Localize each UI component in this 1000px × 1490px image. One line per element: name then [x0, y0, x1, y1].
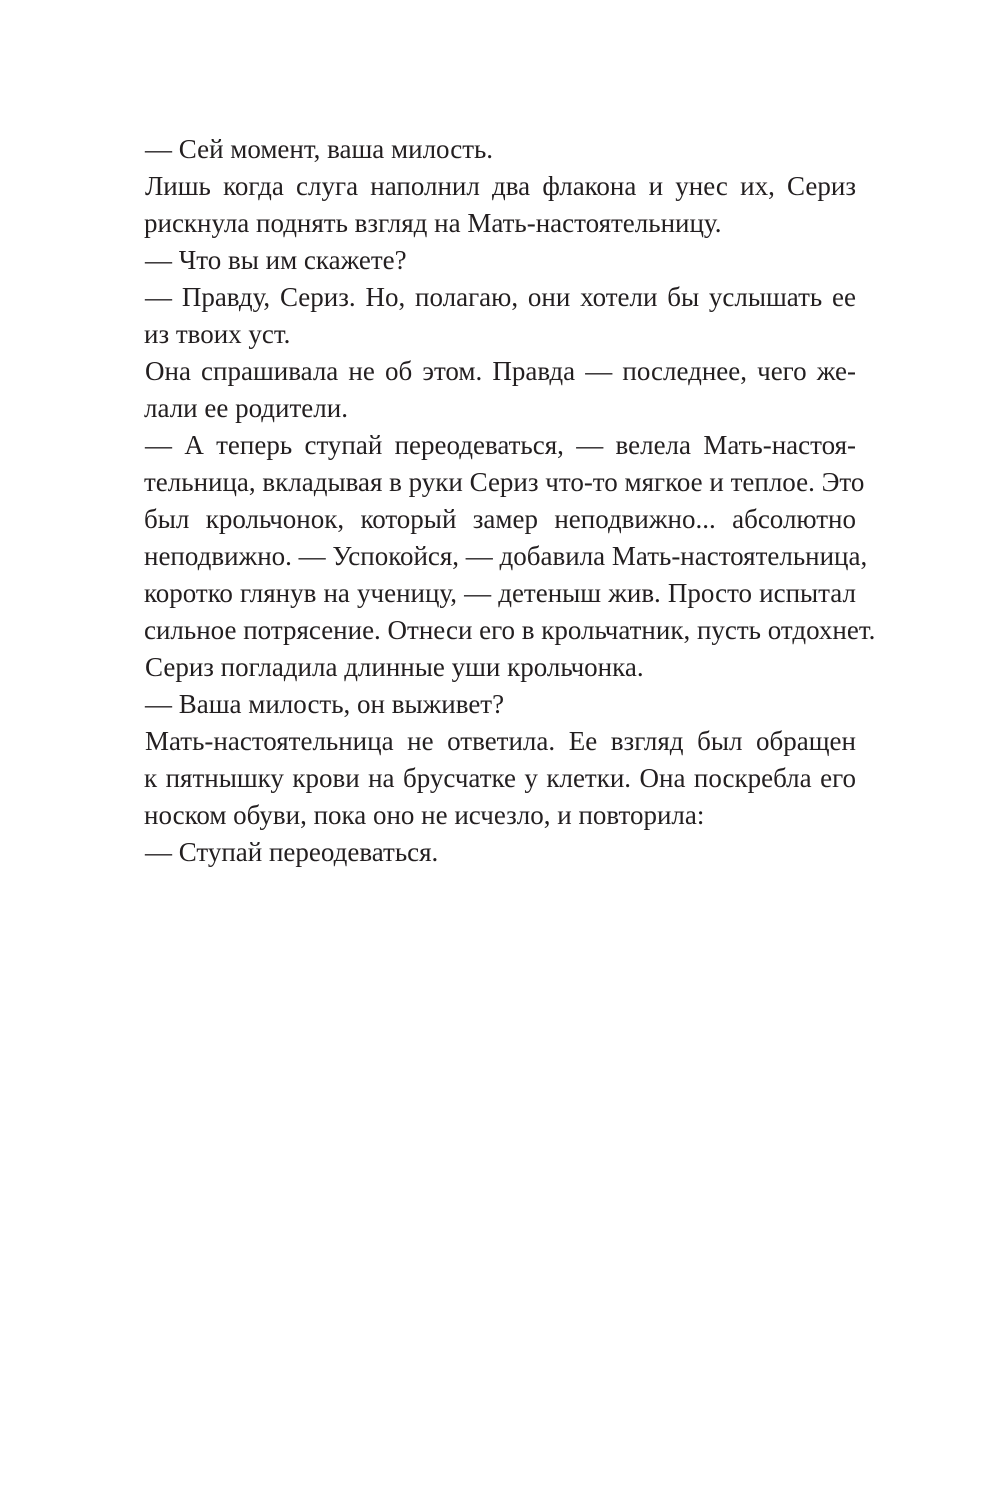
paragraph-9 — [145, 723, 856, 834]
paragraph-4 — [145, 279, 856, 353]
text-line: — Сей момент, ваша милость. — [145, 134, 494, 164]
text-line: — Ваша милость, он выживет? — [145, 689, 505, 719]
book-page-text — [144, 131, 876, 871]
text-line: неподвижно. — Успокойся, — добавила Мать-настоятельница, — [144, 541, 868, 571]
text-line: из твоих уст. — [144, 319, 291, 349]
paragraph-6 — [144, 427, 876, 649]
text-line: тельница, вкладывая в руки Сериз что-то мягкое и теплое. Это — [144, 467, 865, 497]
text-line: — А теперь ступай переодеваться, — велела Мать-настоя- — [145, 430, 856, 460]
text-line: Сериз погладила длинные уши крольчонка. — [145, 652, 644, 682]
text-line: к пятнышку крови на брусчатке у клетки. Она поскребла его — [144, 763, 856, 793]
text-line: носком обуви, пока оно не исчезло, и повторила: — [144, 800, 705, 830]
paragraph-7 — [145, 649, 856, 686]
paragraph-1 — [145, 131, 856, 168]
paragraph-8 — [145, 686, 856, 723]
text-line: — Ступай переодеваться. — [145, 837, 439, 867]
text-line: Мать-настоятельница не ответила. Ее взгляд был обращен — [145, 726, 856, 756]
paragraph-3 — [145, 242, 856, 279]
text-line: лали ее родители. — [144, 393, 348, 423]
paragraph-5 — [145, 353, 856, 427]
text-line: коротко глянув на ученицу, — детеныш жив. Просто испытал — [144, 578, 856, 608]
text-line: — Что вы им скажете? — [145, 245, 407, 275]
paragraph-2 — [145, 168, 856, 242]
text-line: — Правду, Сериз. Но, полагаю, они хотели бы услышать ее — [145, 282, 856, 312]
text-line: рискнула поднять взгляд на Мать-настоятельницу. — [144, 208, 722, 238]
paragraph-10 — [145, 834, 856, 871]
text-line: был крольчонок, который замер неподвижно... абсолютно — [144, 504, 856, 534]
text-line: сильное потрясение. Отнеси его в крольчатник, пусть отдохнет. — [144, 615, 876, 645]
text-line: Она спрашивала не об этом. Правда — последнее, чего же- — [145, 356, 856, 386]
text-line: Лишь когда слуга наполнил два флакона и унес их, Сериз — [145, 171, 856, 201]
